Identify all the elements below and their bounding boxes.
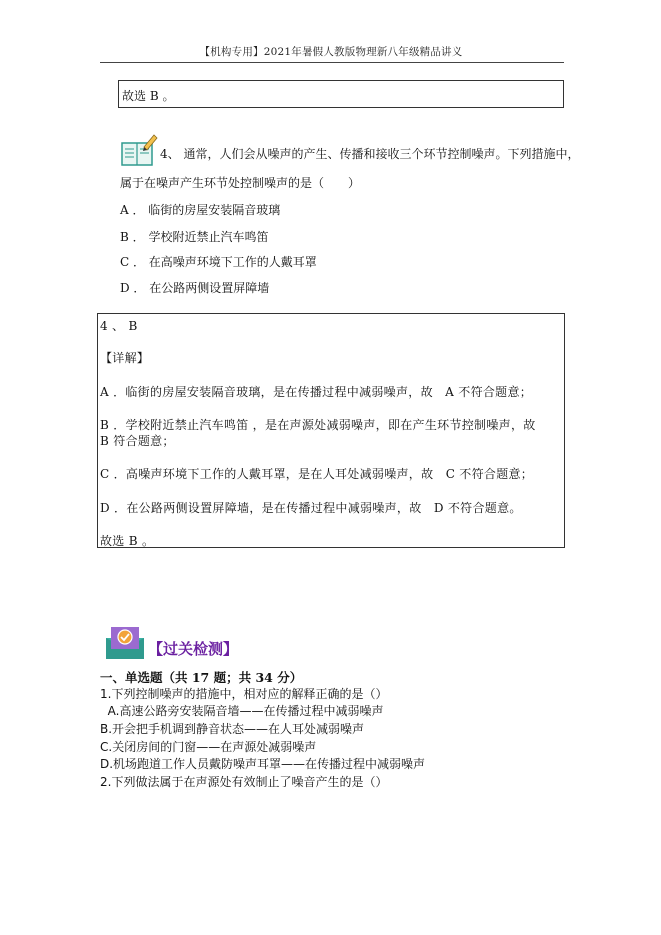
exercise-1-option-d: D.机场跑道工作人员戴防噪声耳罩——在传播过程中减弱噪声 <box>100 757 426 771</box>
previous-answer-box <box>118 80 564 108</box>
question-4-option-d: D ． 在公路两侧设置屏障墙 <box>120 281 270 295</box>
answer-4-explanation-d: D ．在公路两侧设置屏障墙，是在传播过程中减弱噪声，故 D 不符合题意。 <box>100 501 522 515</box>
question-4-option-a: A ． 临街的房屋安装隔音玻璃 <box>120 203 281 217</box>
header-rule <box>100 62 564 63</box>
exercise-1-option-c: C.关闭房间的门窗——在声源处减弱噪声 <box>100 740 317 754</box>
exercise-1-option-a: A.高速公路旁安装隔音墙——在传播过程中减弱噪声 <box>100 704 384 718</box>
answer-4-head: 4 、 B <box>100 319 138 333</box>
section-title: 【过关检测】 <box>148 640 239 658</box>
previous-answer-conclusion: 故选 B 。 <box>122 89 175 103</box>
question-4-stem-line2: 属于在噪声产生环节处控制噪声的是（ ） <box>120 176 361 190</box>
exercise-2-stem: 2.下列做法属于在声源处有效制止了噪音产生的是（） <box>100 775 388 789</box>
answer-4-conclusion: 故选 B 。 <box>100 534 155 548</box>
answer-4-explanation-c: C ．高噪声环境下工作的人戴耳罩，是在人耳处减弱噪声，故 C 不符合题意； <box>100 467 534 481</box>
notebook-pencil-icon <box>120 133 158 167</box>
question-4-stem-line1: 4、 通常，人们会从噪声的产生、传播和接收三个环节控制噪声。下列措施中， <box>160 147 580 161</box>
answer-4-explanation-b-line1: B ．学校附近禁止汽车鸣笛 ，是在声源处减弱噪声，即在产生环节控制噪声，故 <box>100 418 536 432</box>
question-4-option-b: B ． 学校附近禁止汽车鸣笛 <box>120 230 269 244</box>
answer-4-detail-label: 【详解】 <box>100 351 150 365</box>
exercise-1-option-b: B.开会把手机调到静音状态——在人耳处减弱噪声 <box>100 722 365 736</box>
exercise-1-stem: 1.下列控制噪声的措施中，相对应的解释正确的是（） <box>100 687 388 701</box>
answer-4-explanation-a: A ．临街的房屋安装隔音玻璃，是在传播过程中减弱噪声，故 A 不符合题意； <box>100 385 533 399</box>
answer-4-box <box>97 313 565 548</box>
answer-4-explanation-b-line2: B 符合题意； <box>100 434 175 448</box>
question-4-option-c: C ． 在高噪声环境下工作的人戴耳罩 <box>120 255 317 269</box>
page-header: 【机构专用】2021年暑假人教版物理新八年级精品讲义 <box>199 46 463 58</box>
section-subheading: 一、单选题（共 17 题；共 34 分） <box>100 670 303 685</box>
checkmark-badge-icon <box>105 624 145 660</box>
